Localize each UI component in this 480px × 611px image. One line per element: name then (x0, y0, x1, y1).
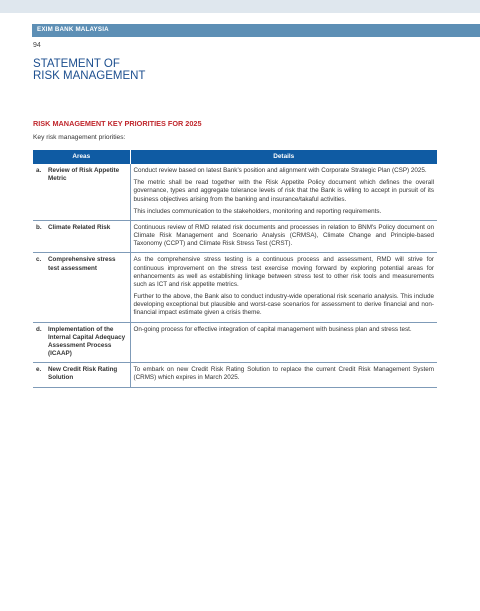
detail-paragraph: To embark on new Credit Risk Rating Solution to replace the current Credit Risk Management System (CRMS) which expires in March 2025. (133, 366, 434, 382)
column-header-areas: Areas (33, 150, 130, 164)
row-letter: b. (33, 220, 45, 253)
detail-paragraph: Further to the above, the Bank also to conduct industry-wide operational risk scenario analysis. This include developing exceptional but plausible and worst-case scenarios for assessment to derive financial and non-financial impact estimate given a crisis theme. (133, 293, 434, 317)
column-header-details: Details (130, 150, 437, 164)
page-title (33, 59, 145, 82)
table-row (33, 322, 437, 363)
row-details (130, 322, 437, 363)
table-row (33, 220, 437, 253)
table-row (33, 253, 437, 322)
detail-paragraph: This includes communication to the stakeholders, monitoring and reporting requirements. (133, 207, 382, 215)
section-heading: RISK MANAGEMENT KEY PRIORITIES FOR 2025 (33, 119, 202, 128)
table-row (33, 363, 437, 387)
brand-name: EXIM BANK MALAYSIA (37, 26, 109, 33)
row-area: Comprehensive stress test assessment (45, 253, 130, 322)
table-row (33, 164, 437, 220)
page-title-line-1: STATEMENT OF (33, 58, 120, 70)
detail-paragraph: The metric shall be read together with the Risk Appetite Policy document which defines the overall governance, types and aggregate tolerance levels of risk that the Bank is willing to accept in pursuit of its business objectives arising from the banking and insurance/takaful activities. (133, 179, 434, 203)
row-letter: d. (33, 322, 45, 363)
row-area: Review of Risk Appetite Metric (45, 164, 130, 220)
row-details (130, 164, 437, 220)
priorities-table (33, 150, 437, 388)
row-letter: c. (33, 253, 45, 322)
table-header-row (33, 150, 437, 164)
detail-paragraph: On-going process for effective integration of capital management with business plan and stress test. (133, 325, 412, 333)
page-number: 94 (33, 42, 41, 49)
row-area: Implementation of the Internal Capital Adequacy Assessment Process (ICAAP) (45, 322, 130, 363)
detail-paragraph: Conduct review based on latest Bank's position and alignment with Corporate Strategic Plan (CSP) 2025. (133, 167, 427, 174)
row-area: New Credit Risk Rating Solution (45, 363, 130, 387)
row-letter: e. (33, 363, 45, 387)
section-intro: Key risk management priorities: (33, 134, 126, 141)
detail-paragraph: Continuous review of RMD related risk documents and processes in relation to BNM's Policy document on Climate Risk Management and Scenario Analysis (CRMSA), Climate Change and Principle-based Taxonomy (CCPT) and Climate Risk Stress Test (CRST). (133, 223, 434, 248)
page-title-line-2: RISK MANAGEMENT (33, 69, 146, 82)
row-details (130, 363, 437, 387)
row-details (130, 253, 437, 322)
row-details (130, 220, 437, 253)
detail-paragraph: As the comprehensive stress testing is a continuous process and assessment, RMD will strive for continuous improvement on the stress test exercise moving forward by exploring potential areas for enhancements as well as establishing linkage between stress test to other risk tools and measurements such as ICT and risk appetite metrics. (133, 256, 434, 288)
row-letter: a. (33, 164, 45, 220)
row-area: Climate Related Risk (45, 220, 130, 253)
top-band (0, 0, 480, 13)
